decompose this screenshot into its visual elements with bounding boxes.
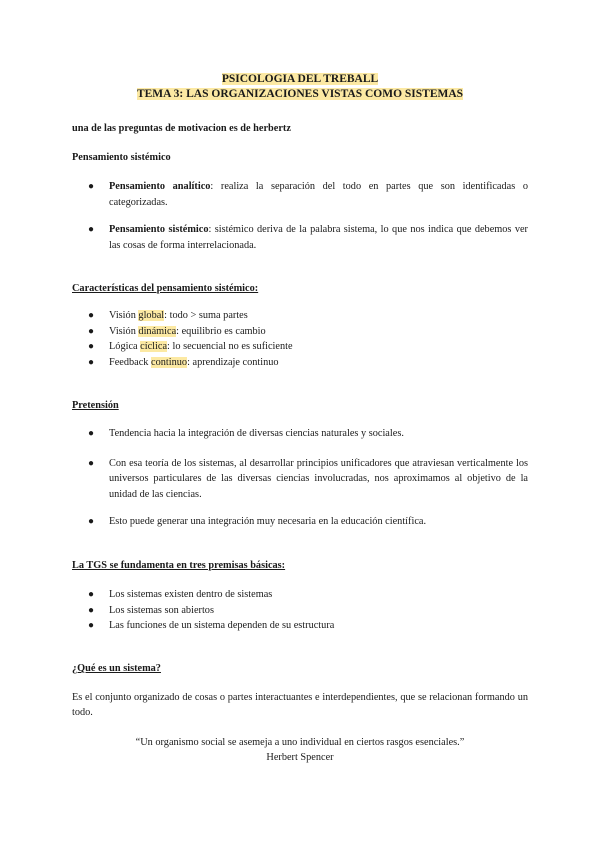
list-item: ● Con esa teoría de los sistemas, al desarrollar principios unificadores que atraviesan verticalmente los universos particulares de las diversas ciencias involucradas, nos aproximamos al objetivo de la unidad de las ciencias. bbox=[88, 457, 528, 500]
quote-author: Herbert Spencer bbox=[266, 752, 334, 763]
list-item: ● Pensamiento analítico: realiza la separación del todo en partes que son identificadas o categorizadas. bbox=[88, 181, 528, 208]
list-item: ● Pensamiento sistémico: sistémico deriva de la palabra sistema, lo que nos indica que debemos ver las cosas de forma interrelacionada. bbox=[88, 224, 528, 251]
list-item: ● Las funciones de un sistema dependen de su estructura bbox=[72, 618, 528, 634]
quote-text: “Un organismo social se asemeja a uno individual en ciertos rasgos esenciales.” bbox=[135, 737, 465, 748]
bullet-icon: ● bbox=[88, 457, 95, 469]
pretension-list bbox=[72, 426, 528, 530]
list-item: ● Visión dinámica: equilibrio es cambio bbox=[72, 324, 528, 340]
bullet-icon: ● bbox=[88, 428, 95, 439]
bullet-icon: ● bbox=[88, 341, 95, 352]
bullet-icon: ● bbox=[88, 356, 95, 368]
bullet-icon: ● bbox=[88, 620, 95, 631]
list-item: ● Feedback continuo: aprendizaje continuo bbox=[72, 355, 528, 371]
section-heading-tgs: La TGS se fundamenta en tres premisas básicas: bbox=[72, 560, 286, 571]
section-heading-pensamiento: Pensamiento sistémico bbox=[72, 152, 171, 163]
course-title: PSICOLOGIA DEL TREBALL bbox=[221, 73, 379, 85]
pensamiento-list bbox=[72, 179, 528, 253]
list-item: ● Lógica cíclica: lo secuencial no es suficiente bbox=[72, 339, 528, 355]
list-item: ● Tendencia hacia la integración de diversas ciencias naturales y sociales. bbox=[72, 426, 528, 442]
list-item: ● Visión global: todo > suma partes bbox=[72, 308, 528, 324]
bullet-icon: ● bbox=[88, 325, 95, 337]
caracteristicas-list bbox=[72, 308, 528, 370]
intro-note: una de las preguntas de motivacion es de herbertz bbox=[72, 123, 291, 134]
bullet-icon: ● bbox=[88, 310, 95, 321]
section-heading-pretension: Pretensión bbox=[72, 400, 119, 411]
tgs-list bbox=[72, 587, 528, 634]
bullet-icon: ● bbox=[88, 604, 95, 616]
list-item: ● Los sistemas son abiertos bbox=[72, 603, 528, 619]
sistema-definition: Es el conjunto organizado de cosas o partes interactuantes e interdependientes, que se relacionan formando un todo. bbox=[72, 692, 528, 718]
section-heading-sistema: ¿Qué es un sistema? bbox=[72, 663, 161, 674]
bullet-icon: ● bbox=[88, 589, 95, 600]
list-item: ● Los sistemas existen dentro de sistemas bbox=[72, 587, 528, 603]
list-item: ● Esto puede generar una integración muy necesaria en la educación científica. bbox=[72, 514, 528, 530]
topic-title: TEMA 3: LAS ORGANIZACIONES VISTAS COMO SISTEMAS bbox=[136, 88, 464, 100]
bullet-icon: ● bbox=[88, 516, 95, 527]
section-heading-caracteristicas: Características del pensamiento sistémico: bbox=[72, 283, 259, 294]
bullet-icon: ● bbox=[88, 224, 95, 235]
bullet-icon: ● bbox=[88, 181, 95, 192]
